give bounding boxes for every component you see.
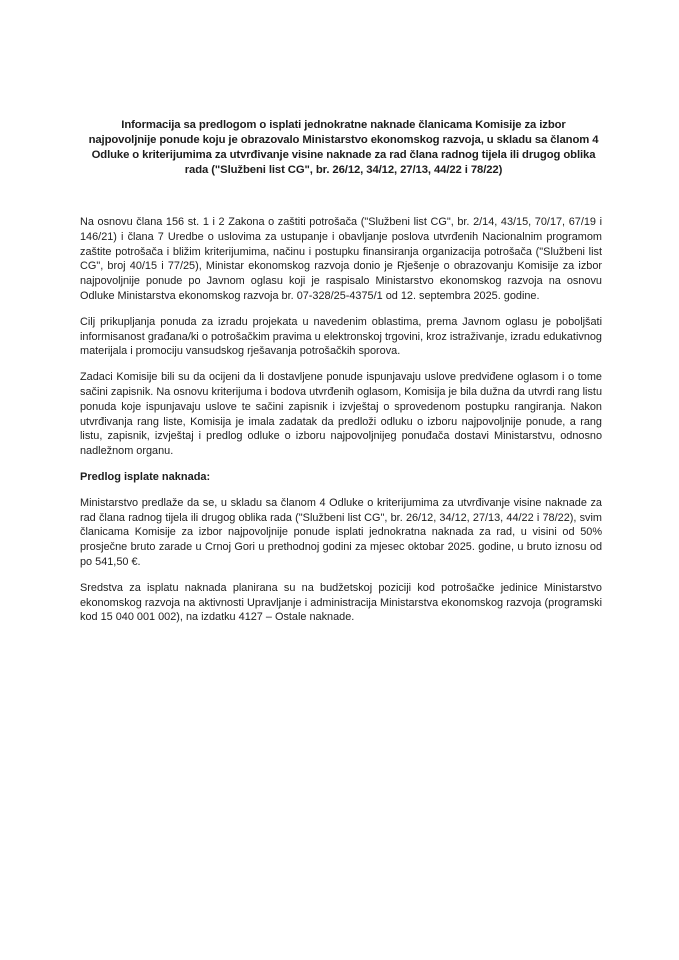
- paragraph-legal-basis: Na osnovu člana 156 st. 1 i 2 Zakona o zaštiti potrošača ("Službeni list CG", br. 2/14, 43/15, 70/17, 67/19 i 146/21) i člana 7 Uredbe o uslovima za ustupanje i obavljanje poslova utvrđenih Nacionalnim programom zaštite potrošača i bližim kriterijumima, načinu i postupku finansiranja organizacija potrošača ("Službeni list CG", broj 40/15 i 77/25), Ministar ekonomskog razvoja donio je Rješenje o obrazovanju Komisije za izbor najpovoljnije ponude po Javnom oglasu koji je raspisalo Ministarstvo ekonomskog razvoja na osnovu Odluke Ministarstva ekonomskog razvoja br. 07-328/25-4375/1 od 12. septembra 2025. godine.: [80, 216, 602, 302]
- paragraph-payment-proposal: Ministarstvo predlaže da se, u skladu sa članom 4 Odluke o kriterijumima za utvrđivanje visine naknade za rad člana radnog tijela ili drugog oblika rada ("Službeni list CG", br. 26/12, 34/12, 27/13, 44/22 i 78/22), svim članicama Komisije za izbor najpovoljnije ponude isplati jednokratna naknada za rad, u visini od 50% prosječne bruto zarade u Crnoj Gori u prethodnoj godini za mjesec oktobar 2025. godine, u bruto iznosu od po 541,50 €.: [80, 496, 602, 568]
- document-body: [80, 215, 602, 636]
- paragraph-commission-tasks: Zadaci Komisije bili su da ocijeni da li dostavljene ponude ispunjavaju uslove predviđene oglasom i o tome sačini zapisnik. Na osnovu kriterijuma i bodova utvrđenih oglasom, Komisija je bila dužna da utvrdi rang listu ponuda koje ispunjavaju uslove te sačini zapisnik i izvještaj o sprovedenom postupku rangiranja. Nakon utvrđivanja rang liste, Komisija je imala zadatak da predloži odluku o izboru najpovoljnije ponude, a rang listu, zapisnik, izvještaj i predlog odluke o izboru najpovoljnijeg ponuđača dostavi Ministarstvu, odnosno nadležnom organu.: [80, 371, 602, 458]
- section-heading-payment-proposal: Predlog isplate naknada:: [80, 470, 211, 483]
- document-title: Informacija sa predlogom o isplati jednokratne naknade članicama Komisije za izbor najpovoljnije ponude koju je obrazovalo Ministarstvo ekonomskog razvoja, u skladu sa članom 4 Odluke o kriterijumima za utvrđivanje visine naknade za rad člana radnog tijela ili drugog oblika rada ("Službeni list CG", br. 26/12, 34/12, 27/13, 44/22 i 78/22): [88, 119, 599, 176]
- paragraph-budget-source: Sredstva za isplatu naknada planirana su na budžetskoj poziciji kod potrošačke jedinice Ministarstvo ekonomskog razvoja na aktivnosti Upravljanje i administracija Ministarstva ekonomskog razvoja (programski kod 15 040 001 002), na izdatku 4127 – Ostale naknade.: [80, 581, 602, 624]
- paragraph-goal: Cilj prikupljanja ponuda za izradu projekata u navedenim oblastima, prema Javnom oglasu je poboljšati informisanost građana/ki o potrošačkim pravima u elektronskoj trgovini, kroz istraživanje, izradu edukativnog materijala i promociju vansudskog rješavanja potrošačkih sporova.: [80, 315, 602, 358]
